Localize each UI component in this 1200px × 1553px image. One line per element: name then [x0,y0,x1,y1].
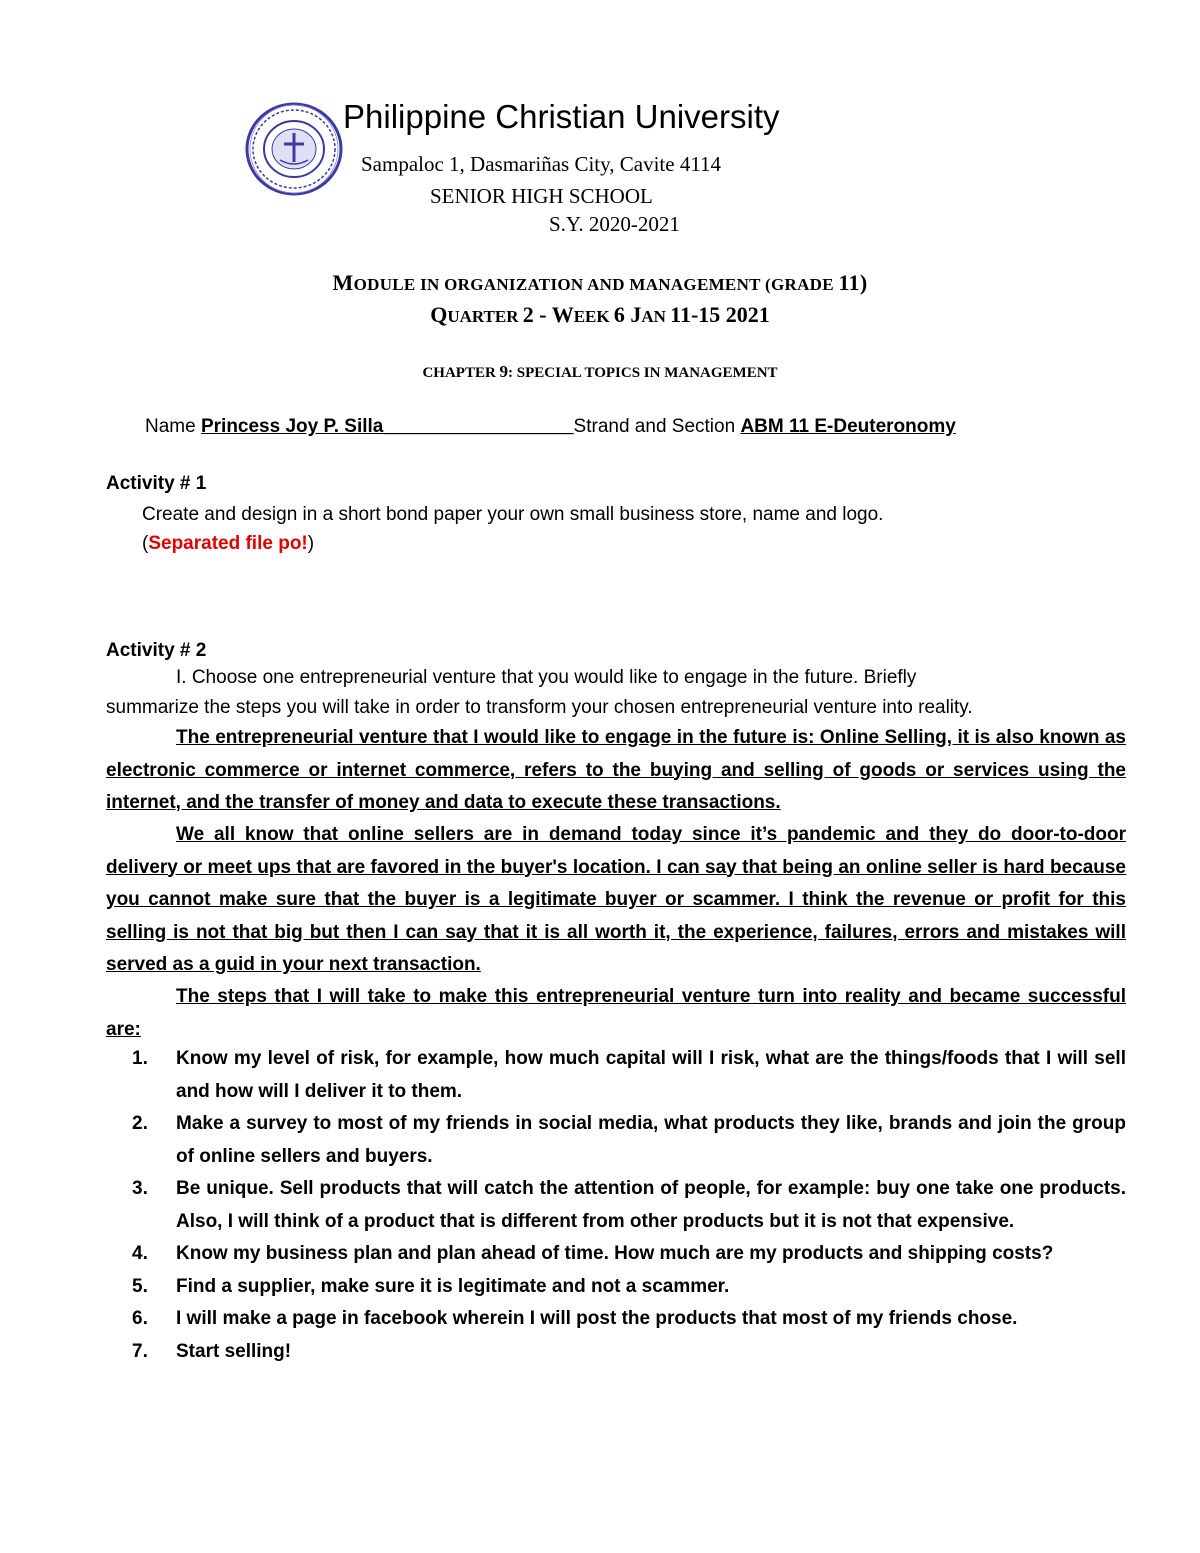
chapter-title: CHAPTER 9: SPECIAL TOPICS IN MANAGEMENT [422,362,778,381]
activity2-instruction-line2: summarize the steps you will take in order to transform your chosen entrepreneurial venture into reality. [106,697,973,718]
activity1-instruction: Create and design in a short bond paper your own small business store, name and logo. [142,504,884,525]
list-item: 2. Make a survey to most of my friends in social media, what products they like, brands and join the group of online sellers and buyers. [132,1113,1126,1167]
activity2-heading: Activity # 2 [106,640,207,661]
module-title: MODULE IN ORGANIZATION AND MANAGEMENT (GRADE 11) [332,270,868,295]
quarter-week-line: QUARTER 2 - WEEK 6 JAN 11-15 2021 [430,302,770,327]
activity1-note: (Separated file po!) [142,533,315,554]
department-name: SENIOR HIGH SCHOOL [430,184,653,208]
student-info-line [145,416,956,438]
steps-list [132,1043,1126,1368]
list-item: 6. I will make a page in facebook wherein I will post the products that most of my friends chose. [132,1308,1018,1329]
school-year: S.Y. 2020-2021 [549,212,680,236]
list-item: 3. Be unique. Sell products that will catch the attention of people, for example: buy one take one products. Also, I will think of a product that is different from other products but it is not that expensive. [132,1178,1126,1232]
list-item: 4. Know my business plan and plan ahead of time. How much are my products and shipping costs? [132,1243,1054,1264]
activity1-heading: Activity # 1 [106,473,207,494]
separated-file-note: Separated file po! [148,533,308,554]
list-item: 5. Find a supplier, make sure it is legitimate and not a scammer. [132,1275,730,1297]
answer-paragraph-venture: The entrepreneurial venture that I would like to engage in the future is: Online Selling, it is also known as electronic commerce or internet commerce, refers to the buying and selling of goods or services using the internet, and the transfer of money and data to execute these transactions. [106,727,1126,813]
strand-section: ABM 11 E-Deuteronomy [740,416,956,437]
answer-paragraph-steps-intro: The steps that I will take to make this entrepreneurial venture turn into reality and became successful are: [106,986,1126,1040]
list-item: 1. Know my level of risk, for example, how much capital will I risk, what are the things/foods that I will sell and how will I deliver it to them. [132,1048,1126,1102]
name-label: Name [145,416,201,437]
university-name: Philippine Christian University [343,98,780,135]
activity2-instruction-line1: I. Choose one entrepreneurial venture that you would like to engage in the future. Briefly [176,667,917,688]
list-item: 7. Start selling! [132,1340,292,1362]
answer-paragraph-reflection: We all know that online sellers are in demand today since it’s pandemic and they do door-to-door delivery or meet ups that are favored in the buyer's location. I can say that being an online seller is hard because you cannot make sure that the buyer is a legitimate buyer or scammer. I think the revenue or profit for this selling is not that big but then I can say that it is all worth it, the experience, failures, errors and mistakes will served as a guid in your next transaction. [106,824,1126,975]
strand-label: Strand and Section [573,416,741,437]
student-name: Princess Joy P. Silla__________________ [200,416,574,437]
university-address: Sampaloc 1, Dasmariñas City, Cavite 4114 [361,152,722,176]
university-seal-logo [244,100,344,198]
